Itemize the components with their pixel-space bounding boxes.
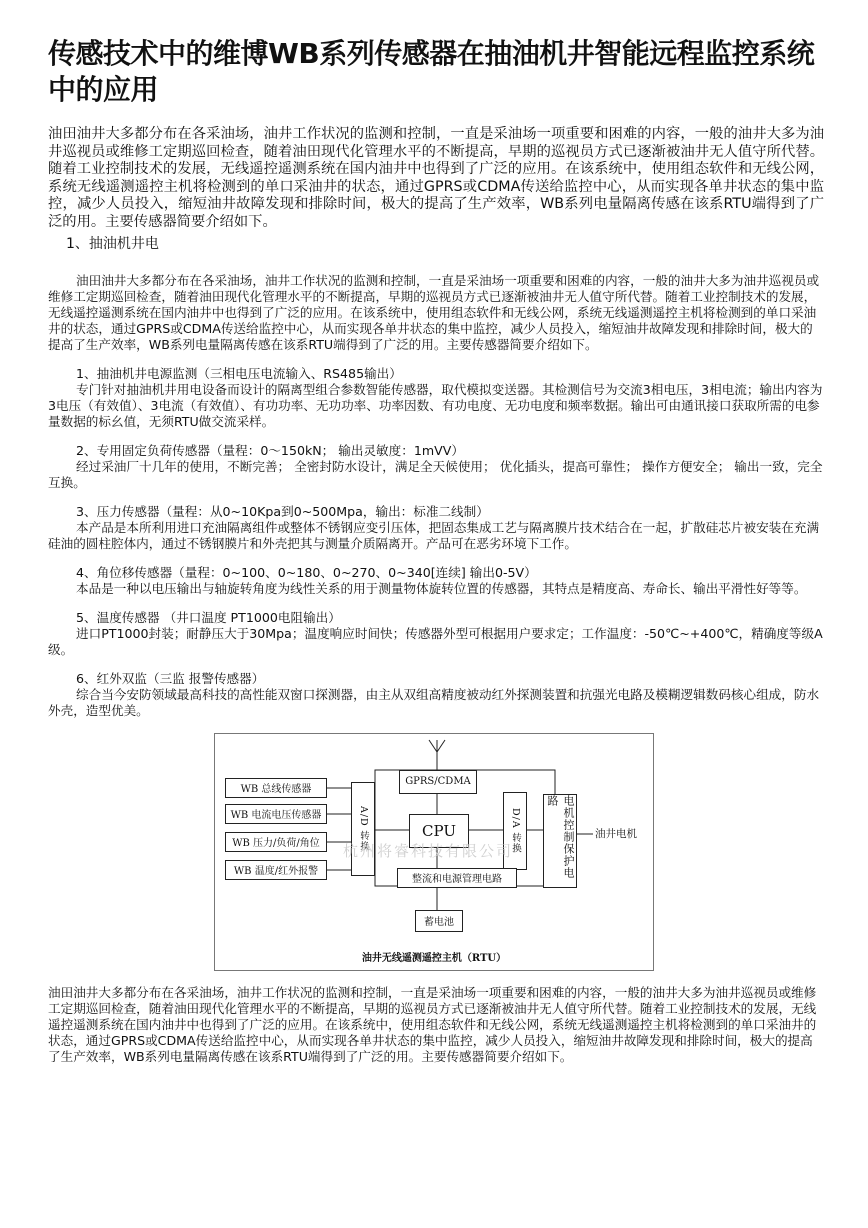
- page-title: 传感技术中的维博WB系列传感器在抽油机井智能远程监控系统中的应用: [48, 37, 815, 106]
- sensor-heading: 3、压力传感器（量程：从0~10Kpa到0~500Mpa，输出：标准二线制）: [76, 503, 489, 519]
- sensor-box: WB 温度/红外报警: [225, 860, 327, 880]
- battery-box: 蓄电池: [415, 910, 463, 932]
- power-management-box: 整流和电源管理电路: [397, 868, 517, 888]
- sensor-text: 本品是一种以电压输出与轴旋转角度为线性关系的用于测量物体旋转位置的传感器，其特点是精度高、寿命长、输出平滑性好等等。: [76, 580, 807, 596]
- da-converter-box: D/A 转换: [503, 792, 527, 870]
- section-heading: 1、抽油机井电: [66, 235, 159, 252]
- sensor-item: [48, 504, 824, 552]
- outro-paragraph: 油田油井大多都分布在各采油场，油井工作状况的监测和控制，一直是采油场一项重要和困难的内容，一般的油井大多为油井巡视员或维修工定期巡回检查，随着油田现代化管理水平的不断提高，早期的巡视员方式已逐渐被油井无人值守所代替。随着工业控制技术的发展，无线遥控遥测系统在国内油井中也得到了广泛的应用。在该系统中，使用组态软件和无线公网，系统无线遥测遥控主机将检测到的单口采油井的状态，通过GPRS或CDMA传送给监控中心，从而实现各单井状态的集中监控，减少人员投入，缩短油井故障发现和排除时间，极大的提高了生产效率，WB系列电量隔离传感在该系RTU端得到了广泛的用。主要传感器简要介绍如下。: [48, 984, 817, 1065]
- sensor-heading: 2、专用固定负荷传感器（量程：0～150kN； 输出灵敏度：1mVV）: [76, 442, 464, 458]
- watermark: 杭州将睿科技有限公司: [343, 841, 514, 860]
- intro-paragraph: 油田油井大多都分布在各采油场，油井工作状况的监测和控制，一直是采油场一项重要和困难的内容，一般的油井大多为油井巡视员或维修工定期巡回检查，随着油田现代化管理水平的不断提高，早期的巡视员方式已逐渐被油井无人值守所代替。随着工业控制技术的发展，无线遥控遥测系统在国内油井中也得到了广泛的应用。在该系统中，使用组态软件和无线公网，系统无线遥测遥控主机将检测到的单口采油井的状态，通过GPRS或CDMA传送给监控中心，从而实现各单井状态的集中监控，减少人员投入，缩短油井故障发现和排除时间，极大的提高了生产效率，WB系列电量隔离传感在该系RTU端得到了广泛的用。主要传感器简要介绍如下。: [48, 126, 824, 230]
- sensor-text: 本产品是本所利用进口充油隔离组件或整体不锈钢应变引压体，把固态集成工艺与隔离膜片技术结合在一起，扩散硅芯片被安装在充满硅油的圆柱腔体内，通过不锈钢膜片和外壳把其与测量介质隔离开。产品可在恶劣环境下工作。: [48, 519, 820, 551]
- ad-converter-box: A/D 转换: [351, 782, 375, 876]
- sensor-heading: 1、抽油机井电源监测（三相电压电流输入、RS485输出）: [76, 365, 402, 381]
- diagram-caption: 油井无线遥测遥控主机（RTU）: [361, 952, 507, 964]
- motor-control-box: 电机控制保护电路: [543, 794, 577, 888]
- document: [48, 36, 824, 1066]
- sensor-item: [48, 443, 824, 491]
- sensor-heading: 6、红外双监（三监 报警传感器）: [76, 670, 265, 686]
- sensor-item: [48, 610, 824, 658]
- body-paragraph: 油田油井大多都分布在各采油场，油井工作状况的监测和控制，一直是采油场一项重要和困难的内容，一般的油井大多为油井巡视员或维修工定期巡回检查，随着油田现代化管理水平的不断提高，早期的巡视员方式已逐渐被油井无人值守所代替。随着工业控制技术的发展，无线遥控遥测系统在国内油井中也得到了广泛的应用。在该系统中，使用组态软件和无线公网，系统无线遥测遥控主机将检测到的单口采油井的状态，通过GPRS或CDMA传送给监控中心，从而实现各单井状态的集中监控，减少人员投入，缩短油井故障发现和排除时间，极大的提高了生产效率，WB系列电量隔离传感在该系RTU端得到了广泛的用。主要传感器简要介绍如下。: [48, 272, 820, 352]
- sensor-item: [48, 565, 824, 597]
- sensor-box: WB 电流电压传感器: [225, 804, 327, 824]
- rtu-block-diagram: [214, 733, 654, 971]
- sensor-item: [48, 366, 824, 430]
- motor-label: 油井电机: [595, 827, 637, 840]
- sensor-heading: 4、角位移传感器（量程：0~100、0~180、0~270、0~340[连续] 输出0-5V）: [76, 564, 537, 580]
- sensor-text: 进口PT1000封装；耐静压大于30Mpa；温度响应时间快；传感器外型可根据用户要求定；工作温度：-50℃~+400℃，精确度等级A级。: [48, 625, 823, 657]
- sensor-text: 经过采油厂十几年的使用，不断完善； 全密封防水设计，满足全天候使用； 优化插头，提高可靠性； 操作方便安全； 输出一致，完全互换。: [48, 458, 823, 490]
- gprs-cdma-box: GPRS/CDMA: [399, 770, 477, 794]
- sensor-heading: 5、温度传感器 （井口温度 PT1000电阻输出）: [76, 609, 341, 625]
- cpu-box: CPU: [409, 814, 469, 848]
- sensor-box: WB 总线传感器: [225, 778, 327, 798]
- sensor-text: 专门针对抽油机井用电设备而设计的隔离型组合参数智能传感器，取代模拟变送器。其检测信号为交流3相电压，3相电流；输出内容为3电压（有效值）、3电流（有效值）、有功功率、无功功率、功率因数、有功电度、无功电度和频率数据。输出可由通讯接口获取所需的电参量数据的标幺值，无须RTU做交流采样。: [48, 381, 823, 429]
- sensor-text: 综合当今安防领域最高科技的高性能双窗口探测器，由主从双组高精度被动红外探测装置和抗强光电路及模糊逻辑数码核心组成，防水外壳，造型优美。: [48, 686, 820, 718]
- sensor-item: [48, 671, 824, 719]
- sensor-box: WB 压力/负荷/角位: [225, 832, 327, 852]
- sensor-list: [48, 366, 824, 719]
